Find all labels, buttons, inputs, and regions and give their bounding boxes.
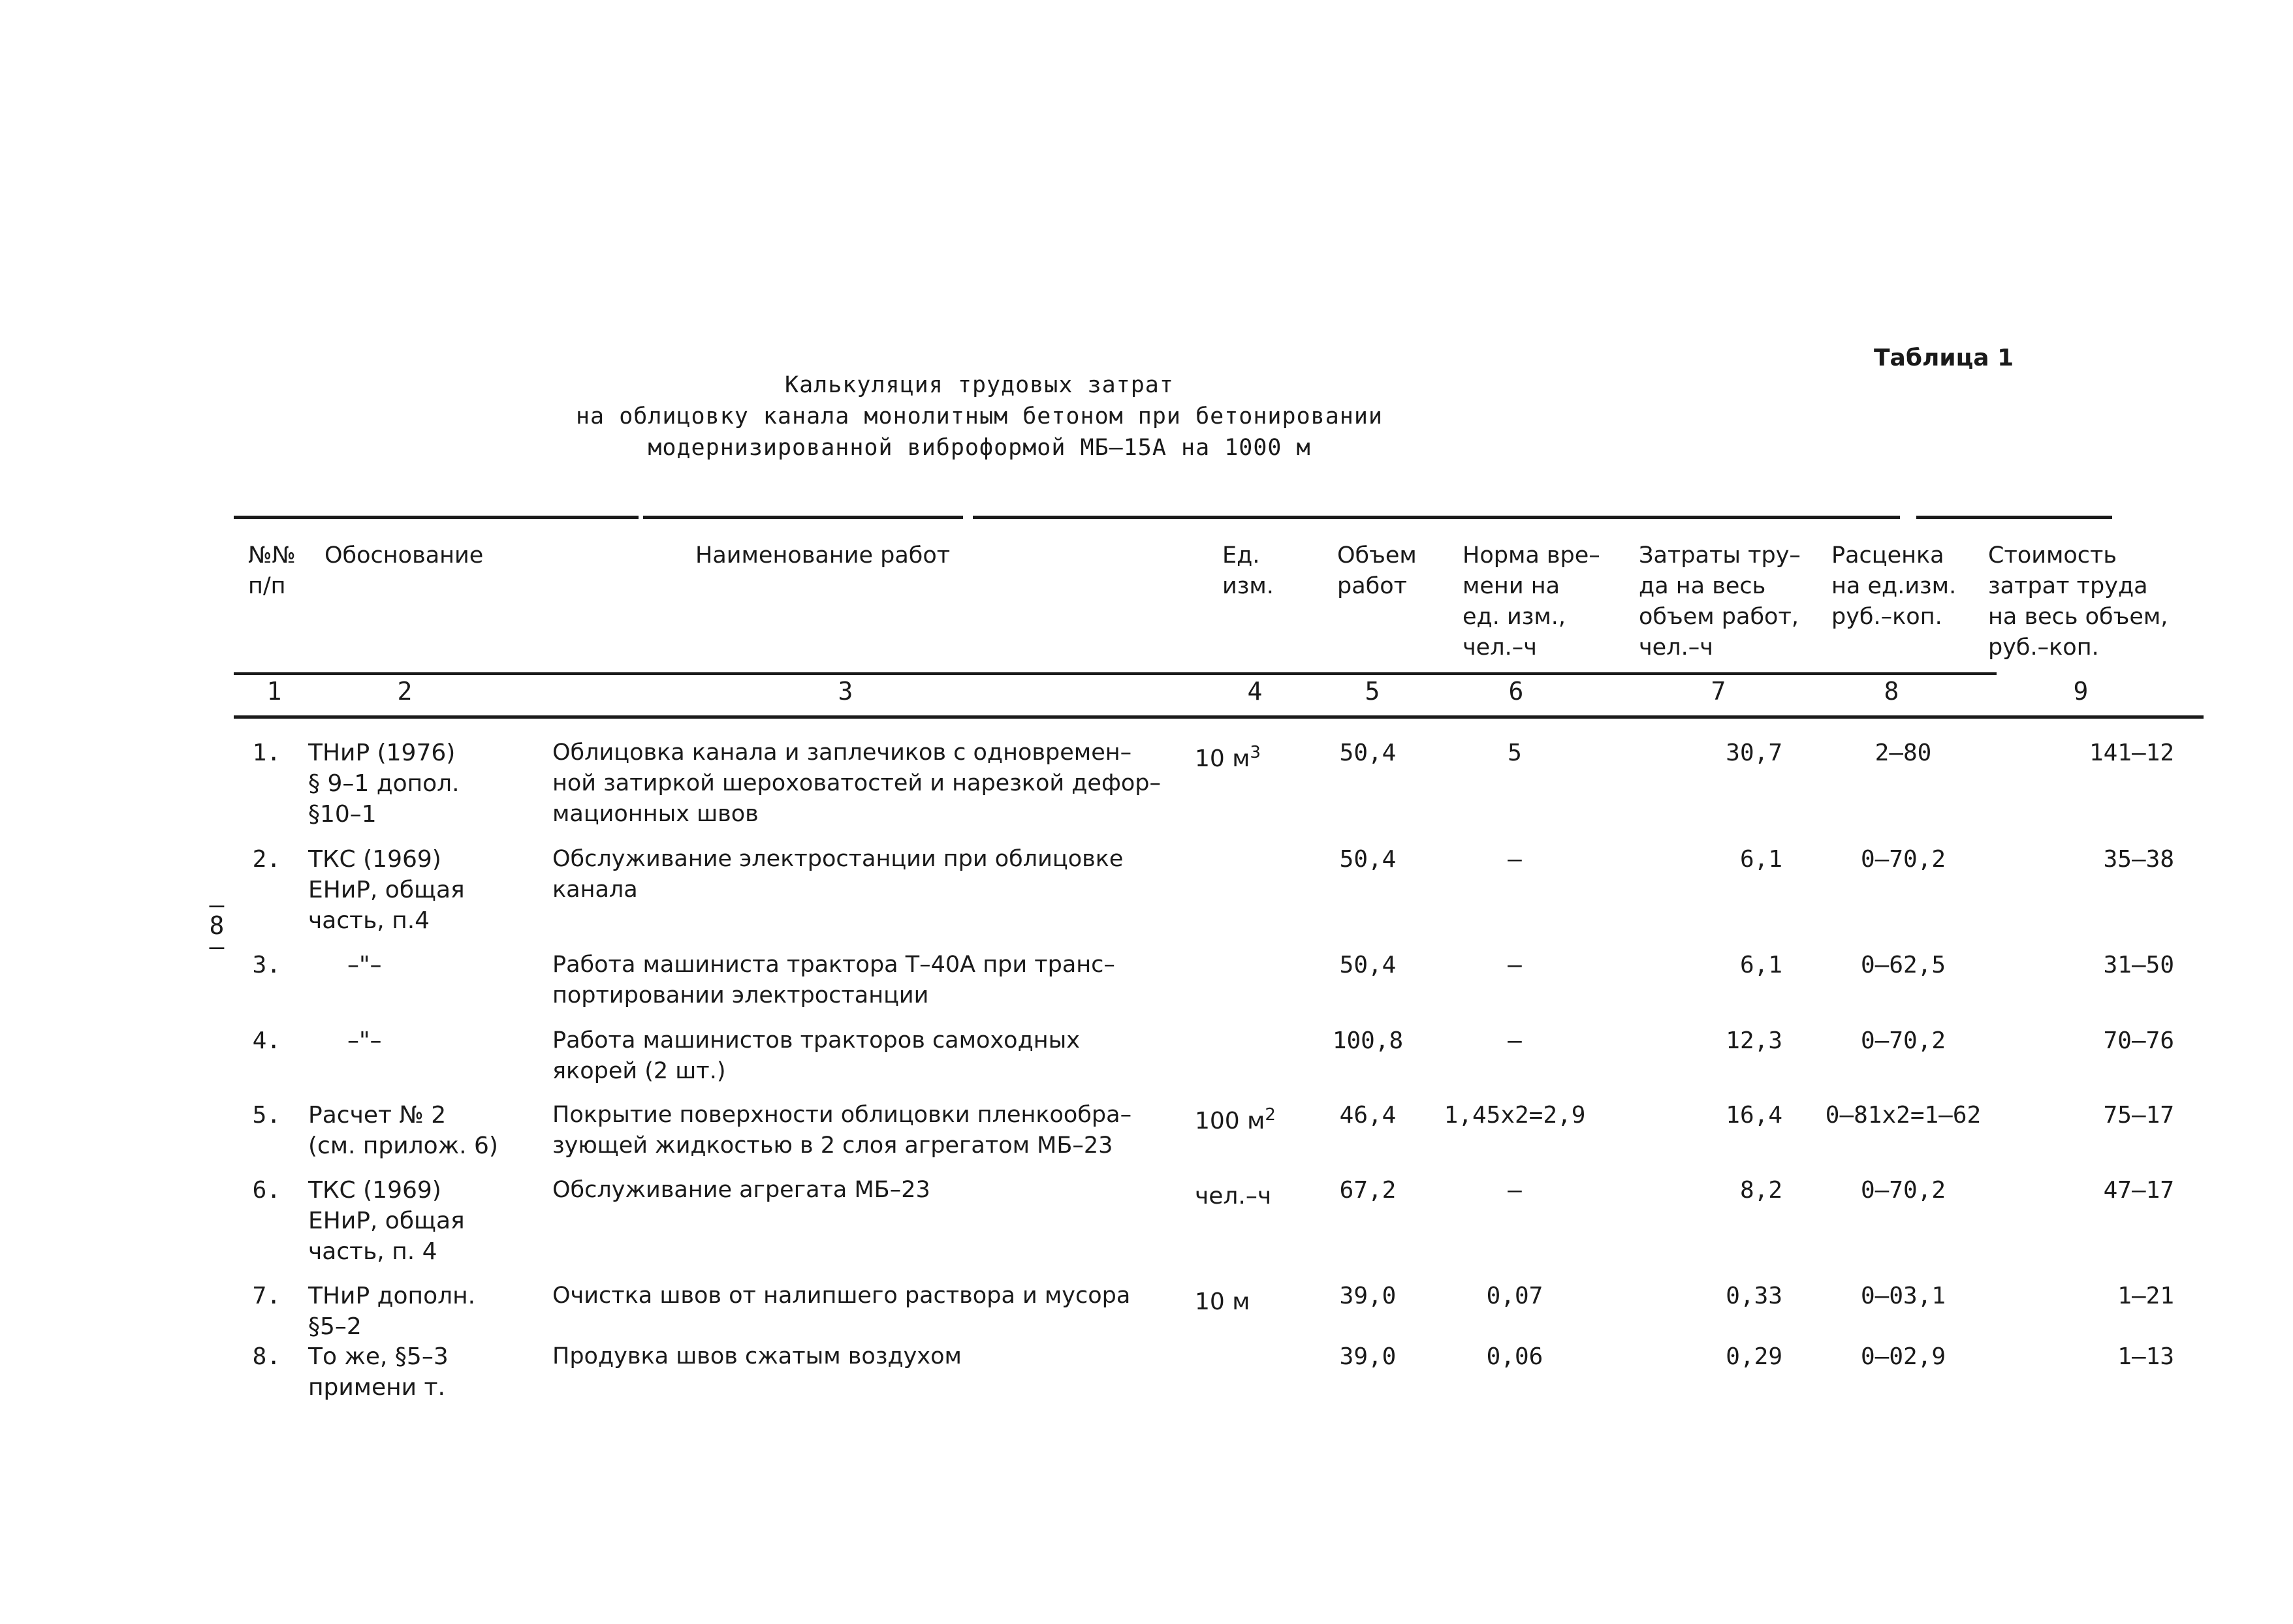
column-number-2: 2 <box>397 677 413 706</box>
header-number: №№ п/п <box>248 542 296 599</box>
row-rate: 0–70,2 <box>1860 846 1946 873</box>
column-number-4: 4 <box>1247 677 1263 706</box>
row-number: 8. <box>252 1343 281 1370</box>
column-numbers-bottom-rule-1 <box>234 715 952 719</box>
header-basis: Обоснование <box>324 542 484 569</box>
row-total-cost: 75–17 <box>2103 1102 2174 1129</box>
row-time-norm: 0,07 <box>1486 1283 1543 1309</box>
top-rule-4 <box>1916 516 2112 519</box>
row-labor-cost: 0,29 <box>1726 1343 1782 1370</box>
row-number: 1. <box>252 740 281 766</box>
row-unit-superscript: 2 <box>1265 1105 1276 1125</box>
header-rate: Расценка на ед.изм. руб.–коп. <box>1831 542 1957 630</box>
row-unit-text: 10 м <box>1195 1288 1250 1315</box>
row-basis: ТКС (1969) ЕНиР, общая часть, п. 4 <box>308 1177 465 1265</box>
row-work-name: Облицовка канала и заплечиков с одновремен– ной затиркой шероховатостей и нарезкой дефор– мационных швов <box>552 740 1162 827</box>
row-time-norm: 5 <box>1508 740 1522 766</box>
row-volume: 50,4 <box>1339 952 1397 978</box>
column-number-1: 1 <box>266 677 282 706</box>
row-time-norm: 1,45x2=2,9 <box>1444 1102 1586 1129</box>
row-labor-cost: 6,1 <box>1739 952 1782 978</box>
row-labor-cost: 12,3 <box>1726 1027 1782 1054</box>
row-work-name: Работа машиниста трактора Т–40А при транс– портировании электростанции <box>552 952 1115 1008</box>
row-work-name: Покрытие поверхности облицовки пленкообра– зующей жидкостью в 2 слоя агрегатом МБ–23 <box>552 1102 1132 1159</box>
row-work-name: Работа машинистов тракторов самоходных якорей (2 шт.) <box>552 1027 1081 1084</box>
table-label: Таблица 1 <box>1874 345 2014 371</box>
row-volume: 100,8 <box>1332 1027 1404 1054</box>
row-labor-cost: 6,1 <box>1739 846 1782 873</box>
header-volume: Объем работ <box>1337 542 1417 599</box>
row-labor-cost: 16,4 <box>1726 1102 1782 1129</box>
row-unit-text: 100 м <box>1195 1108 1265 1134</box>
title-line-1: Калькуляция трудовых затрат <box>785 372 1174 398</box>
row-basis: То же, §5–3 примени т. <box>308 1343 449 1401</box>
row-volume: 50,4 <box>1339 740 1397 766</box>
row-total-cost: 70–76 <box>2103 1027 2174 1054</box>
row-number: 7. <box>252 1283 281 1309</box>
header-total-cost: Стоимость затрат труда на весь объем, руб.–коп. <box>1988 542 2168 661</box>
row-number: 3. <box>252 952 281 978</box>
row-number: 4. <box>252 1027 281 1054</box>
row-work-name: Обслуживание агрегата МБ–23 <box>552 1177 930 1203</box>
row-volume: 67,2 <box>1339 1177 1397 1204</box>
row-total-cost: 31–50 <box>2103 952 2174 978</box>
row-volume: 39,0 <box>1339 1283 1397 1309</box>
header-unit: Ед. изм. <box>1222 542 1274 599</box>
row-number: 5. <box>252 1102 281 1129</box>
column-number-7: 7 <box>1711 677 1726 706</box>
row-labor-cost: 30,7 <box>1726 740 1782 766</box>
row-unit <box>1195 1281 1306 1317</box>
row-work-name: Обслуживание электростанции при облицовке канала <box>552 846 1124 903</box>
row-work-name: Продувка швов сжатым воздухом <box>552 1343 962 1369</box>
row-rate: 0–03,1 <box>1860 1283 1946 1309</box>
row-volume: 46,4 <box>1339 1102 1397 1129</box>
header-labor-cost: Затраты тру– да на весь объем работ, чел.–ч <box>1639 542 1801 661</box>
row-rate: 0–62,5 <box>1860 952 1946 978</box>
header-work-name: Наименование работ <box>695 542 951 569</box>
row-basis: ТНиР дополн. §5–2 <box>308 1283 476 1340</box>
row-labor-cost: 0,33 <box>1726 1283 1782 1309</box>
row-time-norm: – <box>1508 846 1522 873</box>
row-total-cost: 141–12 <box>2089 740 2174 766</box>
row-volume: 39,0 <box>1339 1343 1397 1370</box>
row-rate: 0–02,9 <box>1860 1343 1946 1370</box>
top-rule-2 <box>643 516 963 519</box>
row-basis: ТКС (1969) ЕНиР, общая часть, п.4 <box>308 846 465 934</box>
column-number-3: 3 <box>838 677 853 706</box>
column-number-8: 8 <box>1884 677 1899 706</box>
column-numbers-bottom-rule-2 <box>943 715 2204 719</box>
row-time-norm: – <box>1508 1027 1522 1054</box>
row-number: 6. <box>252 1177 281 1204</box>
row-basis: ТНиР (1976) § 9–1 допол. §10–1 <box>308 740 460 828</box>
row-number: 2. <box>252 846 281 873</box>
row-unit-text: чел.–ч <box>1195 1183 1272 1210</box>
row-basis: Расчет № 2 (см. прилож. 6) <box>308 1102 498 1159</box>
row-basis: –"– <box>347 952 382 978</box>
row-total-cost: 35–38 <box>2103 846 2174 873</box>
row-unit <box>1195 1100 1306 1136</box>
top-rule-3 <box>973 516 1900 519</box>
row-total-cost: 47–17 <box>2103 1177 2174 1204</box>
row-basis: –"– <box>347 1027 382 1054</box>
row-time-norm: – <box>1508 1177 1522 1204</box>
row-unit <box>1195 738 1306 774</box>
row-work-name: Очистка швов от налипшего раствора и мусора <box>552 1283 1131 1309</box>
title-line-2: на облицовку канала монолитным бетоном при бетонировании <box>575 403 1384 429</box>
row-total-cost: 1–13 <box>2117 1343 2174 1370</box>
row-rate: 0–70,2 <box>1860 1027 1946 1054</box>
row-labor-cost: 8,2 <box>1739 1177 1782 1204</box>
row-time-norm: – <box>1508 952 1522 978</box>
column-number-6: 6 <box>1508 677 1524 706</box>
header-time-norm: Норма вре– мени на ед. изм., чел.–ч <box>1463 542 1600 661</box>
column-number-9: 9 <box>2073 677 2089 706</box>
row-unit <box>1195 1175 1306 1211</box>
title-line-3: модернизированной виброформой МБ–15А на 1000 м <box>648 435 1311 461</box>
row-total-cost: 1–21 <box>2117 1283 2174 1309</box>
row-rate: 2–80 <box>1874 740 1932 766</box>
row-unit-superscript: 3 <box>1250 743 1261 762</box>
row-rate: 0–81x2=1–62 <box>1825 1102 1982 1129</box>
column-numbers-top-rule <box>234 672 1997 675</box>
top-rule-1 <box>234 516 639 519</box>
row-unit-text: 10 м <box>1195 745 1250 772</box>
column-number-5: 5 <box>1365 677 1380 706</box>
page-number: – 8 – <box>209 890 225 961</box>
row-volume: 50,4 <box>1339 846 1397 873</box>
row-rate: 0–70,2 <box>1860 1177 1946 1204</box>
row-time-norm: 0,06 <box>1486 1343 1543 1370</box>
